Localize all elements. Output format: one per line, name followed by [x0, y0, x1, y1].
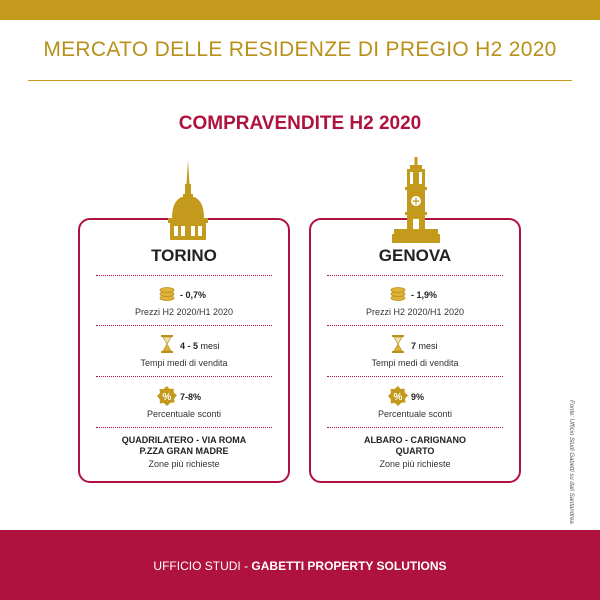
- percent-badge-icon: [157, 386, 177, 406]
- footer-text: UFFICIO STUDI - GABETTI PROPERTY SOLUTIONS: [153, 559, 447, 573]
- price-change-label: Prezzi H2 2020/H1 2020: [365, 307, 465, 317]
- coins-icon: [389, 285, 407, 301]
- source-note: Fonte: Ufficio Studi Gabetti su dati Santandrea: [568, 400, 574, 524]
- price-change-value: - 0,7%: [180, 290, 207, 300]
- zones-line: P.ZZA GRAN MADRE: [139, 446, 229, 456]
- page-title: MERCATO DELLE RESIDENZE DI PREGIO H2 2020: [43, 38, 557, 61]
- requested-zones-label: Zone più richieste: [379, 459, 451, 469]
- card-divider: [96, 376, 272, 377]
- card-divider: [96, 325, 272, 326]
- requested-zones: [78, 435, 290, 457]
- sale-time-value: 7 mesi: [411, 341, 438, 351]
- title-divider: [28, 80, 572, 81]
- section-subtitle: COMPRAVENDITE H2 2020: [178, 113, 422, 134]
- requested-zones-label: Zone più richieste: [148, 459, 220, 469]
- zones-line: QUARTO: [395, 446, 435, 456]
- card-divider: [96, 427, 272, 428]
- discount-value: 9%: [411, 392, 425, 402]
- mole-antonelliana-icon: [158, 160, 218, 240]
- coins-icon: [158, 285, 176, 301]
- discount-label: Percentuale sconti: [377, 409, 453, 419]
- zones-line: ALBARO - CARIGNANO: [364, 435, 466, 445]
- zones-line: QUADRILATERO - VIA ROMA: [121, 435, 247, 445]
- card-divider: [327, 427, 503, 428]
- card-divider: [327, 376, 503, 377]
- discount-label: Percentuale sconti: [146, 409, 222, 419]
- lanterna-genova-icon: [392, 157, 440, 243]
- svg-text:%: %: [162, 392, 172, 403]
- hourglass-icon: [391, 335, 405, 353]
- hourglass-icon: [160, 335, 174, 353]
- price-change-label: Prezzi H2 2020/H1 2020: [134, 307, 234, 317]
- discount-value: 7-8%: [180, 392, 202, 402]
- city-name: GENOVA: [378, 246, 452, 265]
- card-divider: [96, 275, 272, 276]
- sale-time-label: Tempi medi di vendita: [371, 358, 459, 368]
- requested-zones: [309, 435, 521, 457]
- city-name: TORINO: [151, 246, 217, 265]
- card-divider: [327, 325, 503, 326]
- top-bar: [0, 0, 600, 20]
- svg-text:%: %: [393, 392, 403, 403]
- price-change-value: - 1,9%: [411, 290, 438, 300]
- card-divider: [327, 275, 503, 276]
- percent-badge-icon: [388, 386, 408, 406]
- sale-time-value: 4 - 5 mesi: [180, 341, 220, 351]
- sale-time-label: Tempi medi di vendita: [140, 358, 228, 368]
